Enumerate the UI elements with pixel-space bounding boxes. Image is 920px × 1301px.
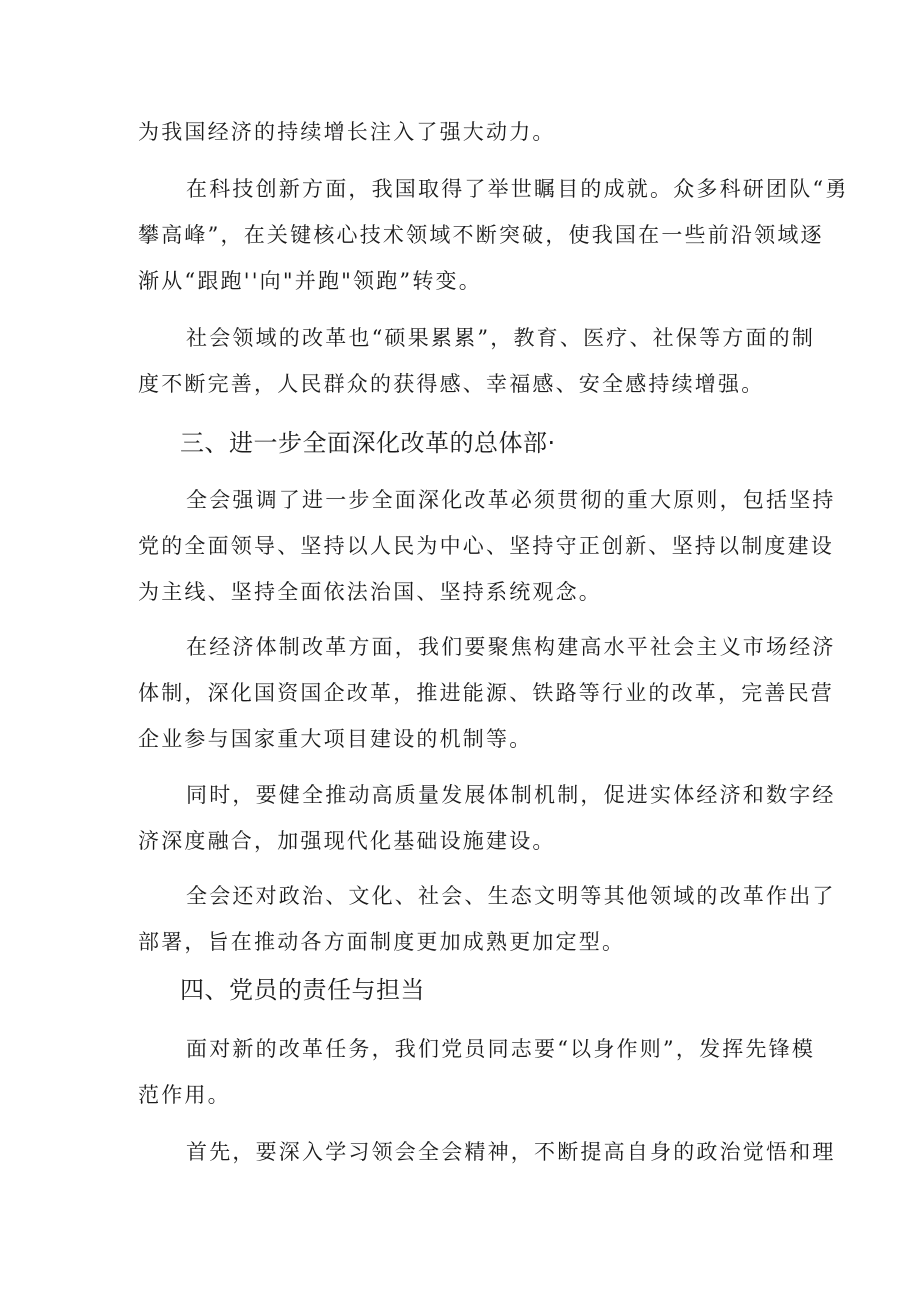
paragraph-line: 范作用。	[138, 1083, 231, 1107]
section-heading: 三、进一步全面深化改革的总体部·	[180, 429, 556, 457]
paragraph-line: 在科技创新方面，我国取得了举世瞩目的成就。众多科研团队“勇	[186, 177, 849, 201]
paragraph-line: 度不断完善，人民群众的获得感、幸福感、安全感持续增强。	[138, 372, 765, 396]
paragraph-line: 党的全面领导、坚持以人民为中心、坚持守正创新、坚持以制度建设	[138, 534, 834, 558]
paragraph-line: 在经济体制改革方面，我们要聚焦构建高水平社会主义市场经济	[186, 635, 836, 659]
paragraph-line: 攀高峰”，在关键核心技术领域不断突破，使我国在一些前沿领域逐	[138, 223, 824, 247]
paragraph-line: 面对新的改革任务，我们党员同志要“以身作则”，发挥先锋模	[186, 1037, 816, 1061]
paragraph-line: 企业参与国家重大项目建设的机制等。	[138, 727, 533, 751]
paragraph-line: 体制，深化国资国企改革，推进能源、铁路等行业的改革，完善民营	[138, 681, 834, 705]
paragraph-line: 社会领域的改革也“硕果累累”，教育、医疗、社保等方面的制	[186, 326, 816, 350]
paragraph-line: 为主线、坚持全面依法治国、坚持系统观念。	[138, 580, 602, 604]
section-heading: 四、党员的责任与担当	[180, 976, 425, 1004]
paragraph-line: 部署，旨在推动各方面制度更加成熟更加定型。	[138, 930, 626, 954]
paragraph-line: 为我国经济的持续增长注入了强大动力。	[138, 120, 556, 144]
paragraph-line: 渐从“跟跑''向"并跑"领跑”转变。	[138, 269, 482, 293]
paragraph-line: 首先，要深入学习领会全会精神，不断提高自身的政治觉悟和理	[186, 1140, 836, 1164]
paragraph-line: 同时，要健全推动高质量发展体制机制，促进实体经济和数字经	[186, 783, 836, 807]
paragraph-line: 全会还对政治、文化、社会、生态文明等其他领域的改革作出了	[186, 884, 836, 908]
paragraph-line: 全会强调了进一步全面深化改革必须贯彻的重大原则，包括坚持	[186, 488, 836, 512]
paragraph-line: 济深度融合，加强现代化基础设施建设。	[138, 829, 556, 853]
